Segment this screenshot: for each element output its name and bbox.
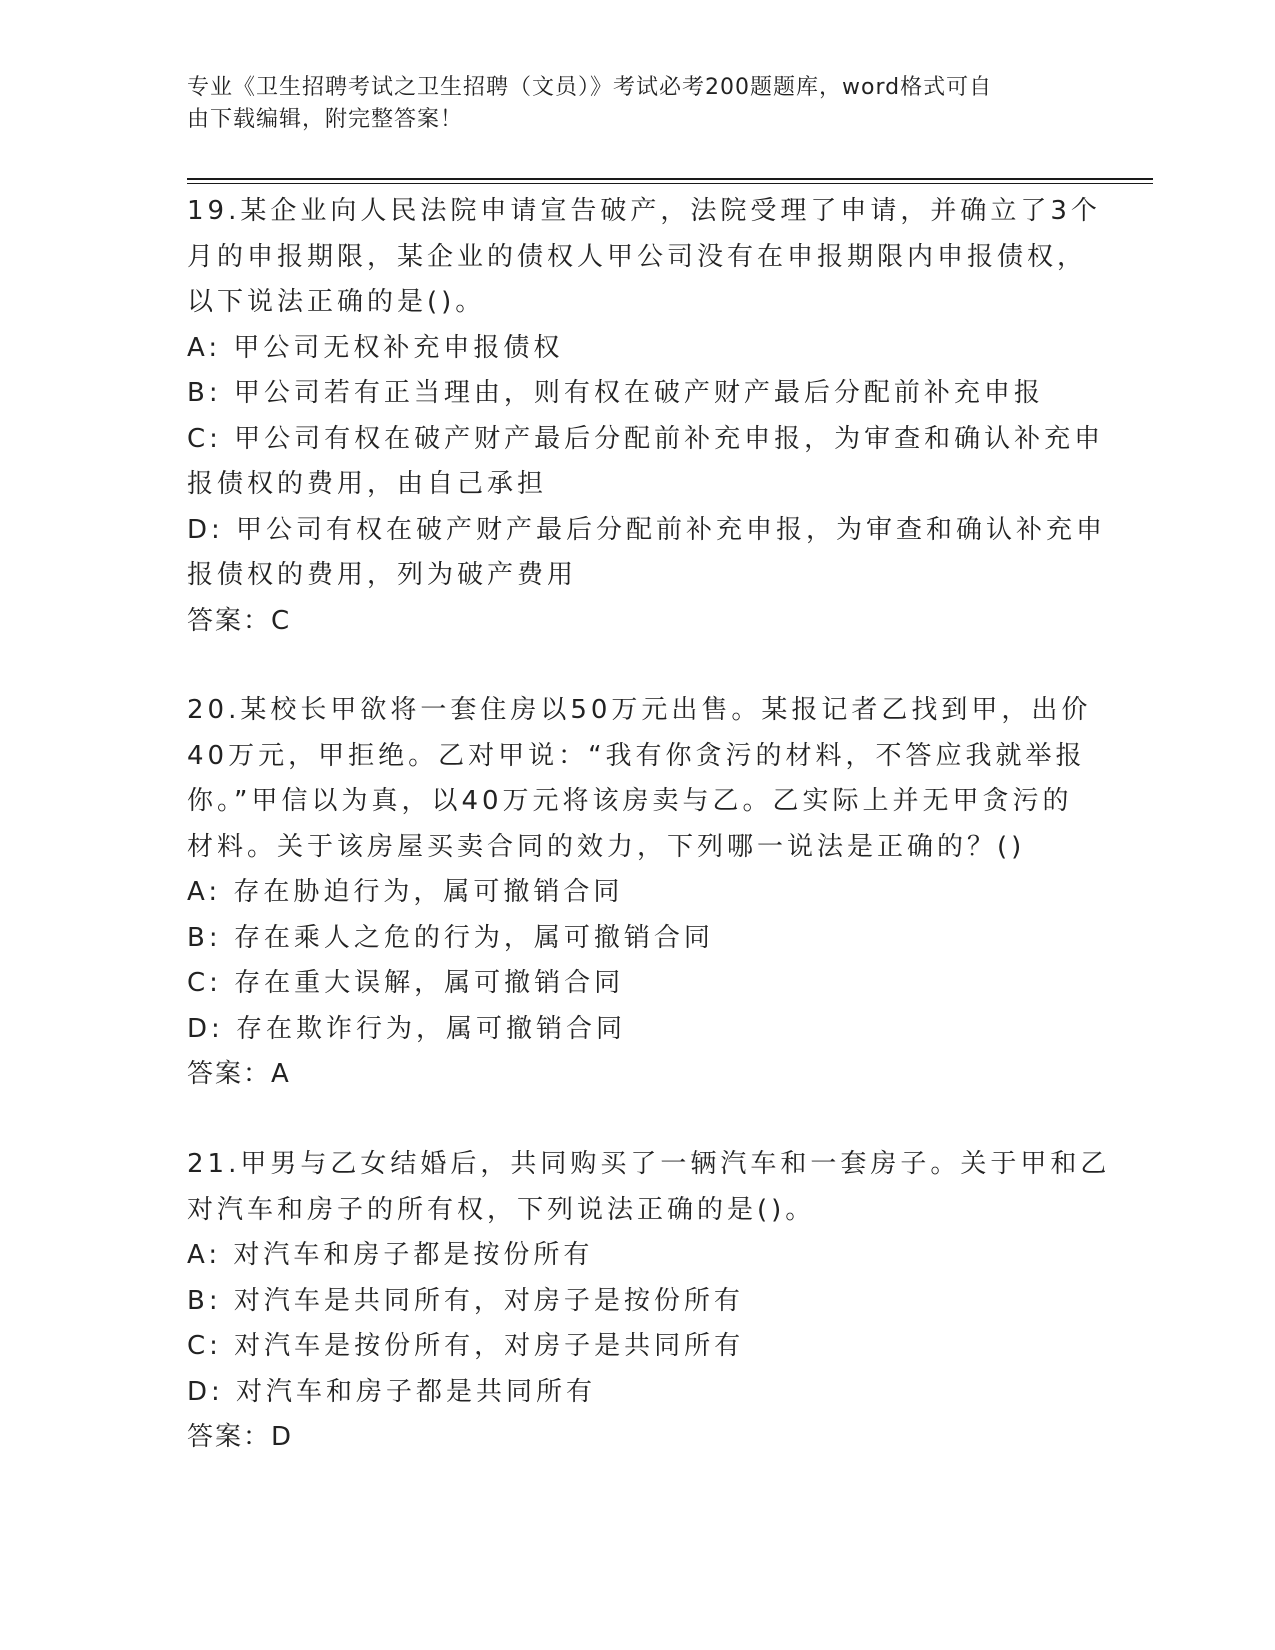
question-stem-line: 40万元，甲拒绝。乙对甲说：“我有你贪污的材料，不答应我就举报 [187,740,1086,771]
option-a: A: 甲公司无权补充申报债权 [187,332,564,363]
question-stem-line: 材料。关于该房屋买卖合同的效力，下列哪一说法是正确的？() [187,831,1026,862]
option-d: D: 甲公司有权在破产财产最后分配前补充申报，为审查和确认补充申 [187,514,1107,545]
option-c: C: 存在重大误解，属可撤销合同 [187,968,625,998]
option-a: A: 对汽车和房子都是按份所有 [187,1240,594,1270]
header-divider-thick [187,178,1153,180]
answer-label: 答案：A [187,1059,291,1089]
header-divider-thin [187,183,1153,184]
header-line: 专业《卫生招聘考试之卫生招聘（文员）》考试必考200题题库，word格式可自 [187,75,993,100]
document-header [187,72,1067,136]
option-c: C: 甲公司有权在破产财产最后分配前补充申报，为审查和确认补充申 [187,423,1105,454]
question-stem-line: 月的申报期限，某企业的债权人甲公司没有在申报期限内申报债权， [187,241,1088,272]
option-b: B: 甲公司若有正当理由，则有权在破产财产最后分配前补充申报 [187,378,1044,408]
option-b: B: 存在乘人之危的行为，属可撤销合同 [187,922,714,953]
question-stem-line: 对汽车和房子的所有权，下列说法正确的是()。 [187,1194,816,1225]
question-stem-line: 你。”甲信以为真，以40万元将该房卖与乙。乙实际上并无甲贪污的 [187,786,1073,816]
option-b: B: 对汽车是共同所有，对房子是按份所有 [187,1285,744,1316]
option-c-continued: 报债权的费用，由自己承担 [187,469,548,499]
option-a: A: 存在胁迫行为，属可撤销合同 [187,877,624,907]
answer-label: 答案：C [187,605,292,636]
question-stem-line: 以下说法正确的是()。 [187,287,486,317]
question-stem-line: 21.甲男与乙女结婚后，共同购买了一辆汽车和一套房子。关于甲和乙 [187,1149,1111,1179]
answer-label: 答案：D [187,1422,294,1452]
question-21 [187,1142,1111,1461]
header-line: 由下载编辑，附完整答案！ [187,107,464,132]
question-stem-line: 20.某校长甲欲将一套住房以50万元出售。某报记者乙找到甲，出价 [187,695,1092,725]
option-d: D: 存在欺诈行为，属可撤销合同 [187,1013,627,1044]
option-c: C: 对汽车是按份所有，对房子是共同所有 [187,1331,745,1361]
option-d-continued: 报债权的费用，列为破产费用 [187,560,578,590]
question-stem-line: 19.某企业向人民法院申请宣告破产，法院受理了申请，并确立了3个 [187,196,1101,226]
option-d: D: 对汽车和房子都是共同所有 [187,1376,597,1407]
question-20 [187,688,1092,1098]
question-19 [187,189,1107,644]
